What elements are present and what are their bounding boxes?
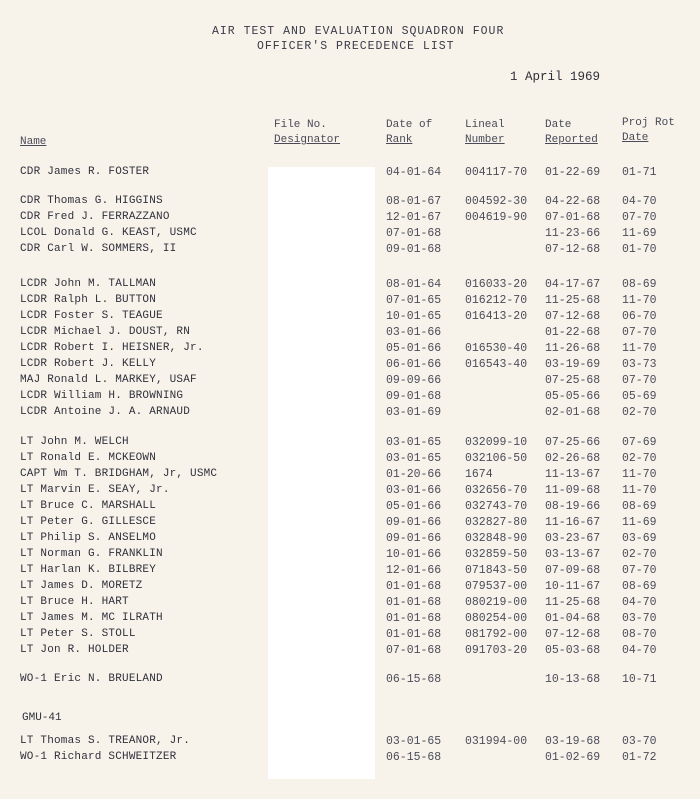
proj-rot-date: 08-70 — [622, 628, 657, 641]
proj-rot-date: 04-70 — [622, 644, 657, 657]
lineal-number: 032099-10 — [465, 436, 528, 449]
date-reported: 05-03-68 — [545, 644, 601, 657]
date-of-rank: 09-09-66 — [386, 374, 442, 387]
date-reported: 05-05-66 — [545, 390, 601, 403]
header-file-no: File No. Designator — [274, 119, 341, 146]
proj-rot-date: 11-70 — [622, 468, 657, 481]
proj-rot-date: 02-70 — [622, 548, 657, 561]
lineal-number: 016413-20 — [465, 310, 528, 323]
officer-name: LT Harlan K. BILBREY — [20, 564, 157, 576]
officer-name: LT Philip S. ANSELMO — [20, 532, 157, 544]
officer-name: LT Norman G. FRANKLIN — [20, 548, 163, 560]
date-reported: 07-25-68 — [545, 374, 601, 387]
document-subtitle: OFFICER'S PRECEDENCE LIST — [257, 40, 455, 53]
proj-rot-date: 04-70 — [622, 195, 657, 208]
date-of-rank: 10-01-66 — [386, 548, 442, 561]
officer-name: LT Bruce H. HART — [20, 596, 129, 608]
date-of-rank: 03-01-66 — [386, 326, 442, 339]
date-of-rank: 03-01-66 — [386, 484, 442, 497]
lineal-number: 016033-20 — [465, 278, 528, 291]
proj-rot-date: 11-70 — [622, 342, 657, 355]
date-of-rank: 10-01-65 — [386, 310, 442, 323]
proj-rot-date: 03-70 — [622, 735, 657, 748]
proj-rot-date: 01-70 — [622, 243, 657, 256]
lineal-number: 004117-70 — [465, 166, 528, 179]
date-reported: 10-13-68 — [545, 673, 601, 686]
date-reported: 03-23-67 — [545, 532, 601, 545]
date-of-rank: 03-01-65 — [386, 452, 442, 465]
officer-name: CAPT Wm T. BRIDGHAM, Jr, USMC — [20, 468, 218, 480]
officer-name: LT James M. MC ILRATH — [20, 612, 163, 624]
date-of-rank: 08-01-67 — [386, 195, 442, 208]
proj-rot-date: 10-71 — [622, 673, 657, 686]
officer-name: LT Peter G. GILLESCE — [20, 516, 157, 528]
date-reported: 07-12-68 — [545, 628, 601, 641]
date-reported: 01-22-69 — [545, 166, 601, 179]
proj-rot-date: 08-69 — [622, 580, 657, 593]
date-reported: 02-01-68 — [545, 406, 601, 419]
date-of-rank: 07-01-68 — [386, 644, 442, 657]
proj-rot-date: 03-69 — [622, 532, 657, 545]
date-reported: 03-19-68 — [545, 735, 601, 748]
date-reported: 11-26-68 — [545, 342, 601, 355]
redaction-block — [268, 167, 375, 779]
proj-rot-date: 08-69 — [622, 500, 657, 513]
date-reported: 04-17-67 — [545, 278, 601, 291]
proj-rot-date: 07-70 — [622, 211, 657, 224]
date-of-rank: 05-01-66 — [386, 500, 442, 513]
date-reported: 02-26-68 — [545, 452, 601, 465]
lineal-number: 016530-40 — [465, 342, 528, 355]
officer-name: MAJ Ronald L. MARKEY, USAF — [20, 374, 197, 386]
lineal-number: 080219-00 — [465, 596, 528, 609]
lineal-number: 071843-50 — [465, 564, 528, 577]
lineal-number: 032743-70 — [465, 500, 528, 513]
officer-name: LCDR William H. BROWNING — [20, 390, 184, 402]
officer-name: CDR Thomas G. HIGGINS — [20, 195, 163, 207]
officer-name: LT Ronald E. MCKEOWN — [20, 452, 157, 464]
date-of-rank: 09-01-66 — [386, 516, 442, 529]
proj-rot-date: 05-69 — [622, 390, 657, 403]
lineal-number: 016543-40 — [465, 358, 528, 371]
officer-name: LT Bruce C. MARSHALL — [20, 500, 157, 512]
date-reported: 07-12-68 — [545, 243, 601, 256]
date-of-rank: 06-15-68 — [386, 673, 442, 686]
proj-rot-date: 02-70 — [622, 406, 657, 419]
date-of-rank: 06-15-68 — [386, 751, 442, 764]
date-reported: 01-04-68 — [545, 612, 601, 625]
lineal-number: 032859-50 — [465, 548, 528, 561]
document-title: AIR TEST AND EVALUATION SQUADRON FOUR — [212, 25, 505, 38]
officer-name: CDR James R. FOSTER — [20, 166, 150, 178]
date-reported: 07-01-68 — [545, 211, 601, 224]
lineal-number: 081792-00 — [465, 628, 528, 641]
lineal-number: 004619-90 — [465, 211, 528, 224]
officer-name: LCDR Robert J. KELLY — [20, 358, 157, 370]
date-reported: 11-23-66 — [545, 227, 601, 240]
group-label: GMU-41 — [22, 712, 62, 724]
proj-rot-date: 04-70 — [622, 596, 657, 609]
date-of-rank: 03-01-69 — [386, 406, 442, 419]
lineal-number: 091703-20 — [465, 644, 528, 657]
proj-rot-date: 11-69 — [622, 227, 657, 240]
date-of-rank: 05-01-66 — [386, 342, 442, 355]
lineal-number: 079537-00 — [465, 580, 528, 593]
date-reported: 10-11-67 — [545, 580, 601, 593]
proj-rot-date: 07-69 — [622, 436, 657, 449]
date-reported: 07-25-66 — [545, 436, 601, 449]
date-reported: 04-22-68 — [545, 195, 601, 208]
date-reported: 11-09-68 — [545, 484, 601, 497]
header-name: Name — [20, 136, 47, 148]
date-of-rank: 07-01-68 — [386, 227, 442, 240]
officer-name: LCDR Robert I. HEISNER, Jr. — [20, 342, 204, 354]
date-of-rank: 03-01-65 — [386, 436, 442, 449]
lineal-number: 032656-70 — [465, 484, 528, 497]
proj-rot-date: 01-71 — [622, 166, 657, 179]
officer-name: CDR Fred J. FERRAZZANO — [20, 211, 170, 223]
officer-name: CDR Carl W. SOMMERS, II — [20, 243, 177, 255]
proj-rot-date: 06-70 — [622, 310, 657, 323]
proj-rot-date: 11-70 — [622, 484, 657, 497]
date-of-rank: 09-01-68 — [386, 243, 442, 256]
date-of-rank: 01-20-66 — [386, 468, 442, 481]
proj-rot-date: 07-70 — [622, 564, 657, 577]
date-reported: 11-16-67 — [545, 516, 601, 529]
officer-name: LCDR Foster S. TEAGUE — [20, 310, 163, 322]
officer-name: LCDR Antoine J. A. ARNAUD — [20, 406, 191, 418]
date-of-rank: 01-01-68 — [386, 612, 442, 625]
header-lineal-number: Lineal Number — [465, 119, 505, 146]
proj-rot-date: 11-70 — [622, 294, 657, 307]
date-of-rank: 08-01-64 — [386, 278, 442, 291]
officer-name: WO-1 Richard SCHWEITZER — [20, 751, 177, 763]
document-date: 1 April 1969 — [510, 70, 601, 84]
proj-rot-date: 08-69 — [622, 278, 657, 291]
officer-name: LCDR Ralph L. BUTTON — [20, 294, 157, 306]
officer-name: LT James D. MORETZ — [20, 580, 143, 592]
lineal-number: 016212-70 — [465, 294, 528, 307]
date-reported: 03-13-67 — [545, 548, 601, 561]
date-reported: 07-12-68 — [545, 310, 601, 323]
date-of-rank: 07-01-65 — [386, 294, 442, 307]
proj-rot-date: 07-70 — [622, 326, 657, 339]
lineal-number: 080254-00 — [465, 612, 528, 625]
date-reported: 07-09-68 — [545, 564, 601, 577]
officer-name: LT Thomas S. TREANOR, Jr. — [20, 735, 191, 747]
date-of-rank: 12-01-67 — [386, 211, 442, 224]
date-reported: 11-25-68 — [545, 596, 601, 609]
proj-rot-date: 11-69 — [622, 516, 657, 529]
date-reported: 11-25-68 — [545, 294, 601, 307]
proj-rot-date: 01-72 — [622, 751, 657, 764]
date-reported: 08-19-66 — [545, 500, 601, 513]
header-proj-rot-date: Proj Rot Date — [622, 117, 675, 144]
lineal-number: 1674 — [465, 468, 493, 481]
officer-name: LCDR Michael J. DOUST, RN — [20, 326, 191, 338]
lineal-number: 032827-80 — [465, 516, 528, 529]
lineal-number: 032848-90 — [465, 532, 528, 545]
date-of-rank: 06-01-66 — [386, 358, 442, 371]
date-of-rank: 12-01-66 — [386, 564, 442, 577]
date-of-rank: 09-01-66 — [386, 532, 442, 545]
date-reported: 03-19-69 — [545, 358, 601, 371]
date-reported: 11-13-67 — [545, 468, 601, 481]
lineal-number: 031994-00 — [465, 735, 528, 748]
date-of-rank: 01-01-68 — [386, 580, 442, 593]
date-of-rank: 01-01-68 — [386, 628, 442, 641]
officer-name: LT Marvin E. SEAY, Jr. — [20, 484, 170, 496]
date-of-rank: 09-01-68 — [386, 390, 442, 403]
proj-rot-date: 07-70 — [622, 374, 657, 387]
proj-rot-date: 02-70 — [622, 452, 657, 465]
header-date-reported: Date Reported — [545, 119, 598, 146]
officer-name: WO-1 Eric N. BRUELAND — [20, 673, 163, 685]
officer-name: LT Peter S. STOLL — [20, 628, 136, 640]
date-of-rank: 03-01-65 — [386, 735, 442, 748]
proj-rot-date: 03-73 — [622, 358, 657, 371]
officer-name: LT John M. WELCH — [20, 436, 129, 448]
lineal-number: 004592-30 — [465, 195, 528, 208]
lineal-number: 032106-50 — [465, 452, 528, 465]
officer-name: LT Jon R. HOLDER — [20, 644, 129, 656]
proj-rot-date: 03-70 — [622, 612, 657, 625]
officer-name: LCOL Donald G. KEAST, USMC — [20, 227, 197, 239]
date-reported: 01-02-69 — [545, 751, 601, 764]
date-reported: 01-22-68 — [545, 326, 601, 339]
date-of-rank: 01-01-68 — [386, 596, 442, 609]
date-of-rank: 04-01-64 — [386, 166, 442, 179]
header-date-of-rank: Date of Rank — [386, 119, 433, 146]
officer-name: LCDR John M. TALLMAN — [20, 278, 157, 290]
